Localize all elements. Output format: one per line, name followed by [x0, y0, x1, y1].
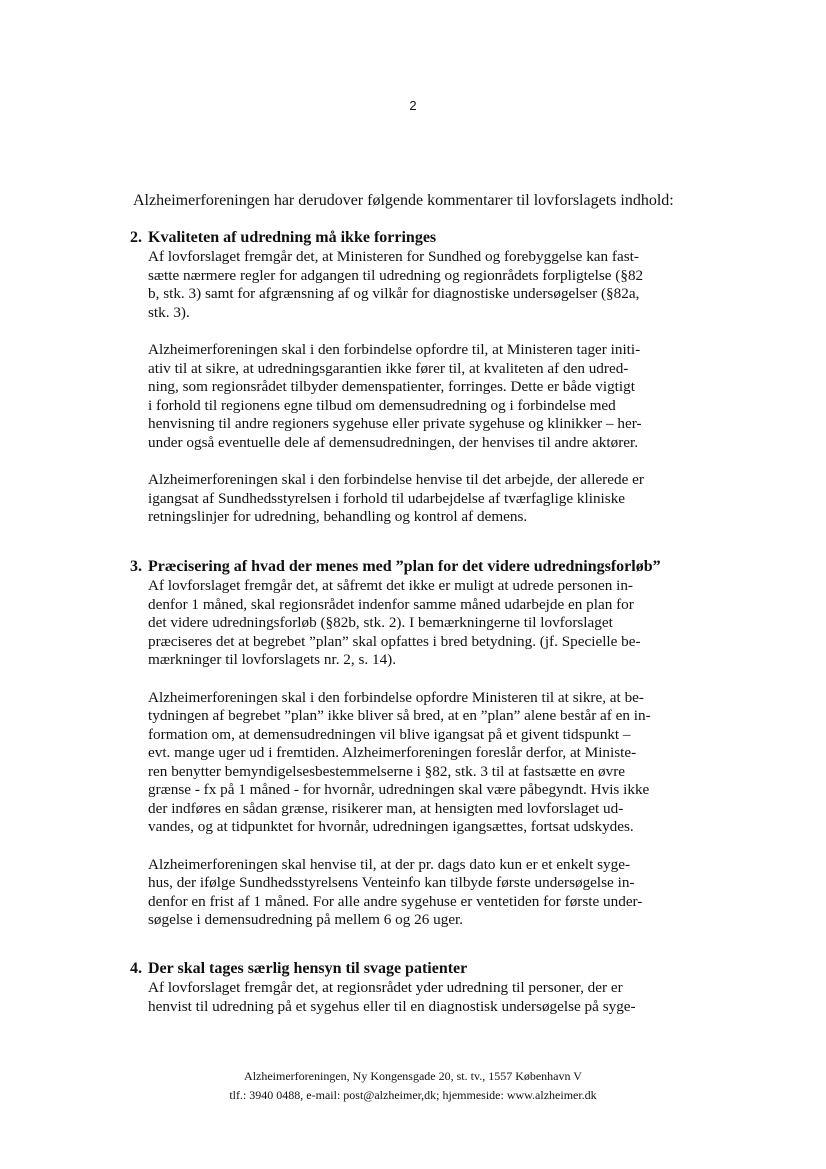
section-heading — [130, 557, 720, 577]
text-line: denfor 1 måned, skal regionsrådet indenfor samme måned udarbejde en plan for — [148, 595, 634, 613]
text-line: henvisning til andre regioners sygehuse eller private sygehuse og klinikker – her- — [148, 415, 642, 432]
text-line: grænse - fx på 1 måned - for hvornår, udredningen skal være påbegyndt. Hvis ikke — [148, 781, 650, 798]
text-line: henvist til udredning på et sygehus eller til en diagnostisk undersøgelse på syge- — [148, 997, 636, 1015]
text-line: ning, som regionsrådet tilbyder demenspatienter, forringes. Dette er både vigtigt — [148, 378, 635, 395]
section-number: 4. — [130, 960, 142, 977]
paragraph — [148, 248, 720, 322]
text-line: retningslinjer for udredning, behandling og kontrol af demens. — [148, 508, 528, 525]
paragraph — [148, 689, 720, 837]
text-line: denfor en frist af 1 måned. For alle andre sygehuse er ventetiden for første under- — [148, 892, 643, 910]
text-line: b, stk. 3) samt for afgrænsning af og vilkår for diagnostiske undersøgelser (§82a, — [148, 285, 640, 302]
text-line: ativ til at sikre, at udredningsgarantien ikke fører til, at kvaliteten af den udred- — [148, 359, 629, 377]
text-line: tydningen af begrebet ”plan” ikke bliver så bred, at en ”plan” alene består af en in- — [148, 707, 651, 724]
section-body — [148, 577, 720, 930]
text-line: igangsat af Sundhedsstyrelsen i forhold til udarbejdelse af tværfaglige kliniske — [148, 489, 626, 507]
footer-address: Alzheimerforeningen, Ny Kongensgade 20, st. tv., 1557 København V — [244, 1069, 582, 1083]
page-footer — [0, 1067, 826, 1105]
text-line: formation om, at demensudredningen vil blive igangsat på et givent tidspunkt – — [148, 725, 631, 743]
section-heading — [130, 228, 720, 248]
text-line: ren benytter bemyndigelsesbestemmelserne i §82, stk. 3 til at fastsætte en øvre — [148, 762, 626, 780]
text-line: Af lovforslaget fremgår det, at såfremt det ikke er muligt at udrede personen in- — [148, 577, 633, 594]
section-title: Der skal tages særlig hensyn til svage patienter — [148, 960, 468, 977]
text-line: præciseres det at begrebet ”plan” skal opfattes i bred betydning. (jf. Specielle be- — [148, 632, 641, 650]
text-line: Alzheimerforeningen skal henvise til, at der pr. dags dato kun er et enkelt syge- — [148, 855, 631, 873]
section-2 — [130, 228, 720, 527]
text-line: Af lovforslaget fremgår det, at regionsrådet yder udredning til personer, der er — [148, 979, 623, 996]
section-4 — [130, 959, 720, 1016]
page-number: 2 — [409, 98, 417, 113]
text-line: Alzheimerforeningen skal i den forbindelse opfordre til, at Ministeren tager initi- — [148, 341, 641, 358]
text-line: i forhold til regionens egne tilbud om demensudredning og i forbindelse med — [148, 396, 616, 414]
paragraph — [148, 341, 720, 452]
section-3 — [130, 557, 720, 930]
paragraph — [148, 856, 720, 930]
text-line: hus, der ifølge Sundhedsstyrelsens Venteinfo kan tilbyde første undersøgelse in- — [148, 874, 635, 891]
section-heading — [130, 959, 720, 979]
text-line: Af lovforslaget fremgår det, at Ministeren for Sundhed og forebyggelse kan fast- — [148, 248, 639, 265]
paragraph — [148, 979, 720, 1016]
text-line: der indføres en sådan grænse, risikerer man, at hensigten med lovforslaget ud- — [148, 799, 624, 817]
footer-contact: tlf.: 3940 0488, e-mail: post@alzheimer,dk; hjemmeside: www.alzheimer.dk — [229, 1088, 597, 1102]
text-line: Alzheimerforeningen skal i den forbindelse opfordre Ministeren til at sikre, at be- — [148, 688, 644, 706]
text-line: stk. 3). — [148, 303, 190, 321]
paragraph — [148, 577, 720, 670]
section-title: Kvaliteten af udredning må ikke forringes — [148, 229, 437, 246]
text-line: under også eventuelle dele af demensudredningen, der henvises til andre aktører. — [148, 433, 639, 451]
paragraph — [148, 471, 720, 527]
section-title: Præcisering af hvad der menes med ”plan for det videre udredningsforløb” — [148, 558, 661, 575]
text-line: vandes, og at tidpunktet for hvornår, udredningen igangsættes, fortsat udskydes. — [148, 818, 634, 835]
intro-text: Alzheimerforeningen har derudover følgende kommentarer til lovforslagets indhold: — [133, 192, 674, 209]
text-line: sætte nærmere regler for adgangen til udredning og regionrådets forpligtelse (§82 — [148, 266, 644, 284]
text-line: det videre udredningsforløb (§82b, stk. 2). I bemærkningerne til lovforslaget — [148, 614, 613, 631]
text-line: søgelse i demensudredning på mellem 6 og 26 uger. — [148, 911, 464, 928]
section-number: 3. — [130, 558, 142, 575]
section-body — [148, 979, 720, 1016]
section-number: 2. — [130, 229, 142, 246]
text-line: evt. mange uger ud i fremtiden. Alzheimerforeningen foreslår derfor, at Ministe- — [148, 744, 637, 761]
section-body — [148, 248, 720, 527]
text-line: Alzheimerforeningen skal i den forbindelse henvise til det arbejde, der allerede er — [148, 471, 644, 488]
text-line: mærkninger til lovforslagets nr. 2, s. 14). — [148, 651, 397, 668]
